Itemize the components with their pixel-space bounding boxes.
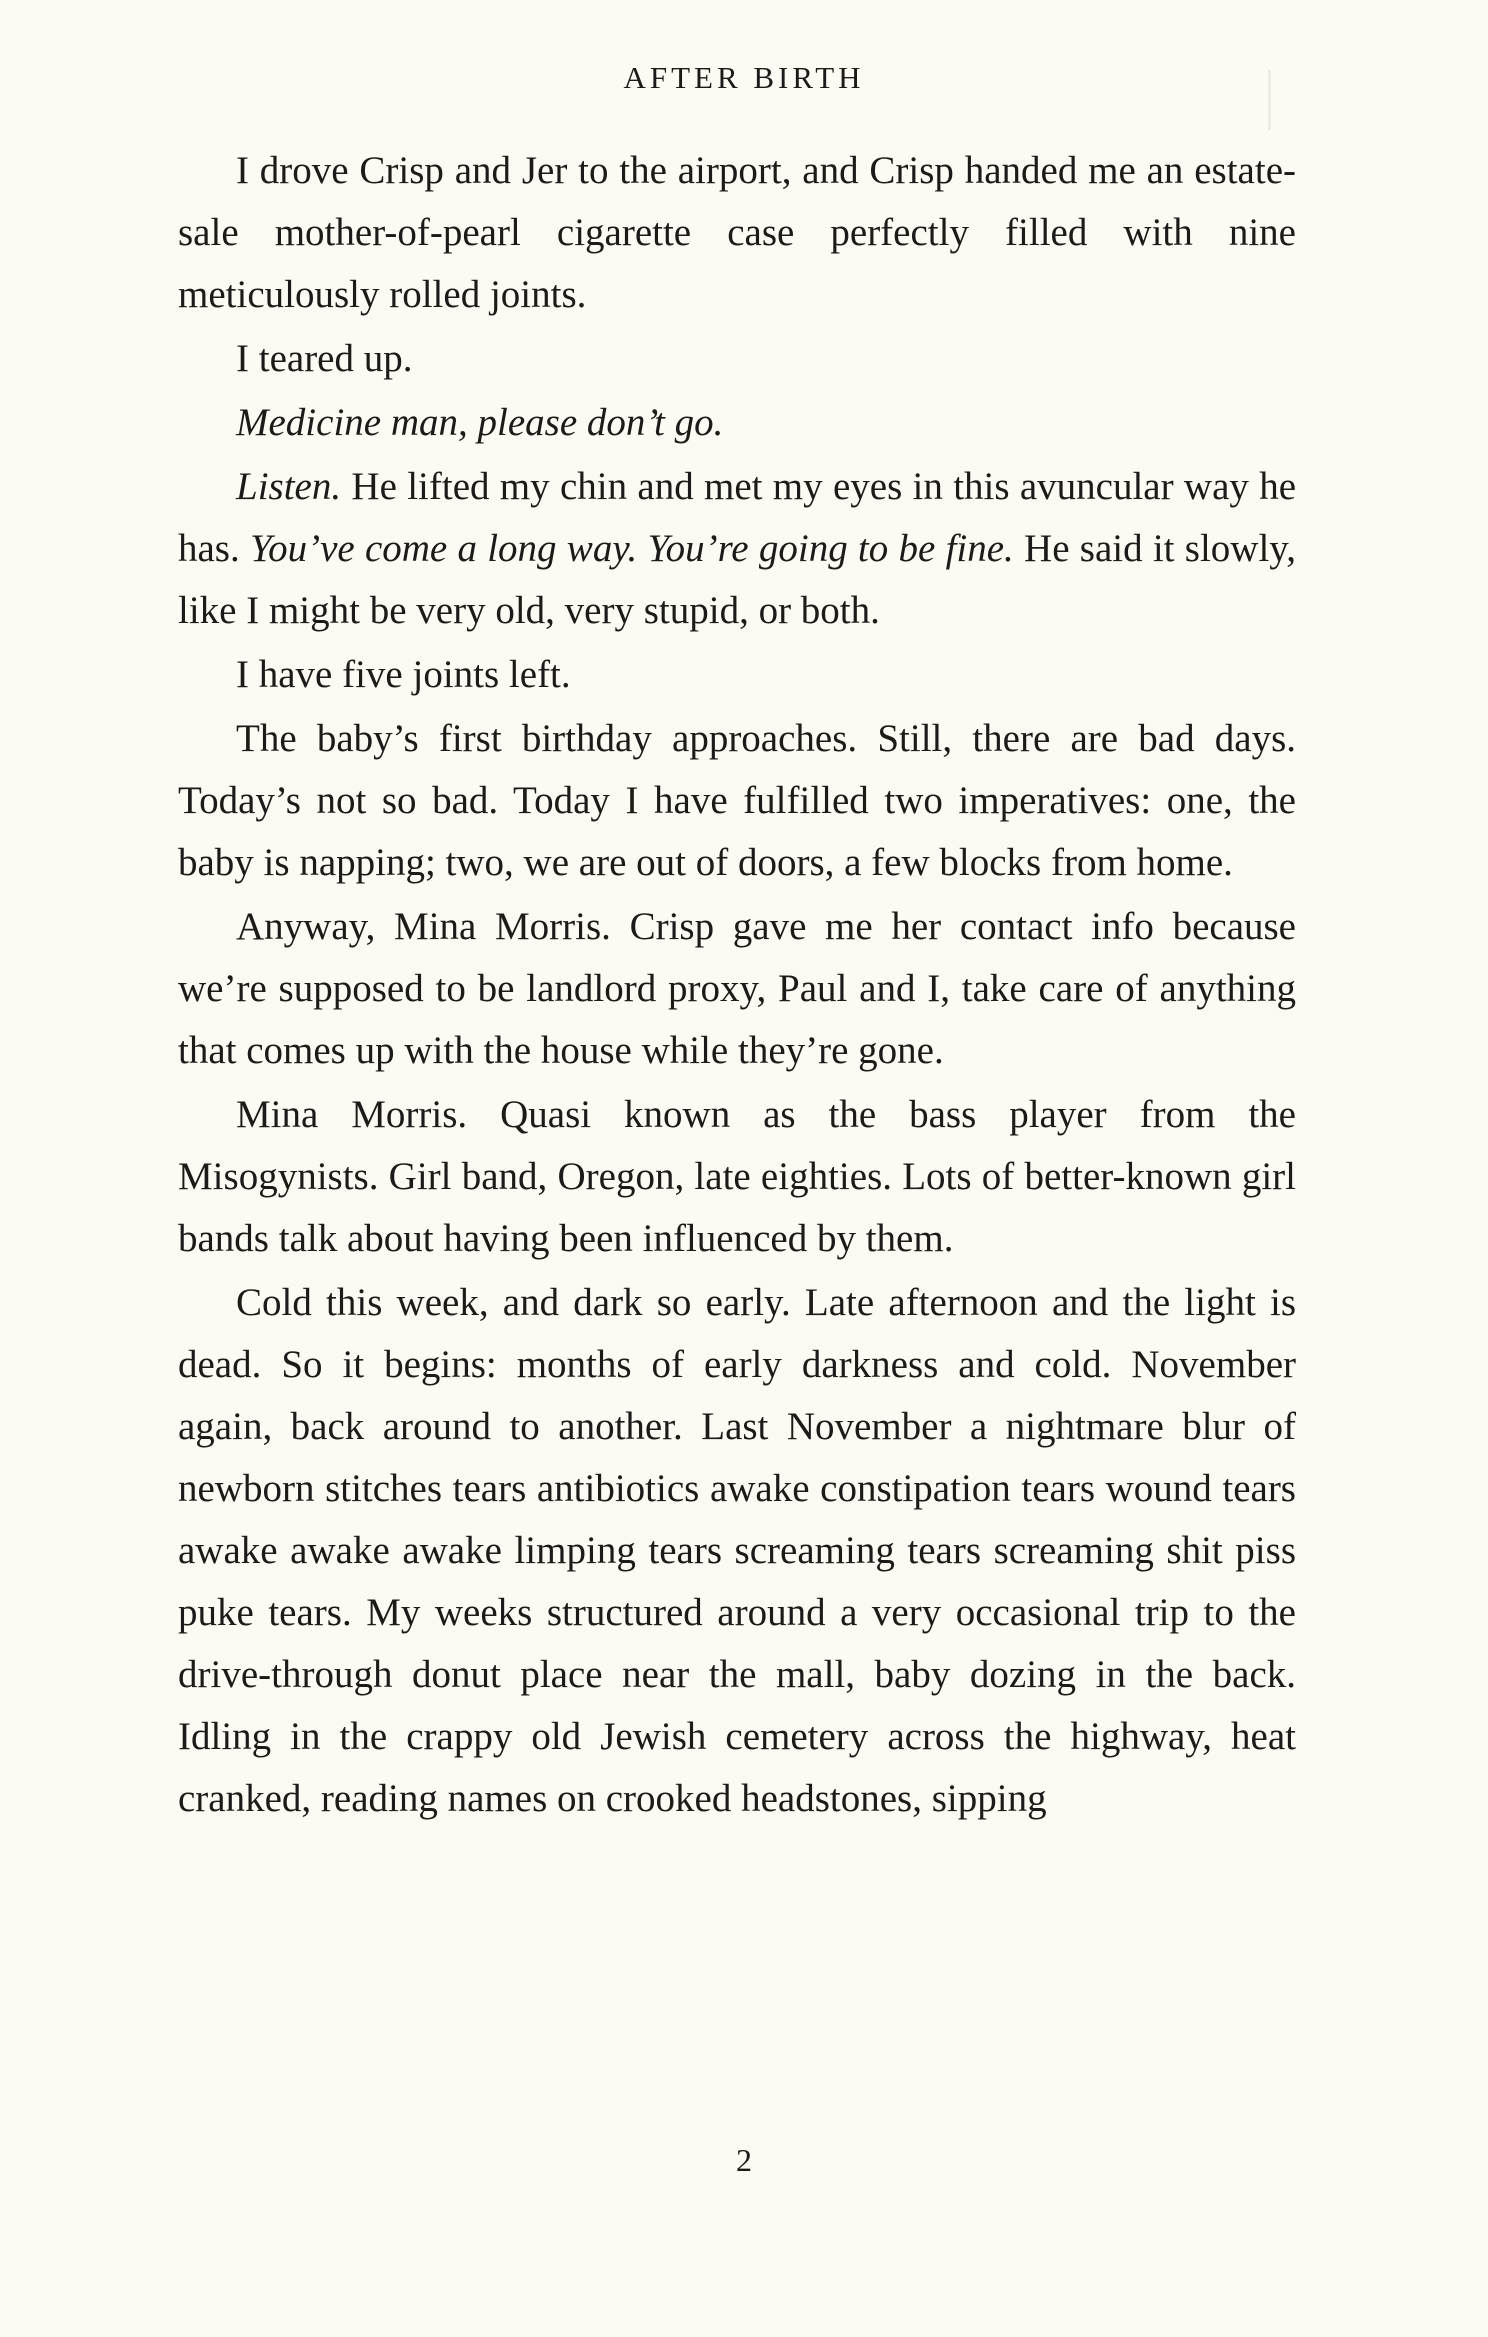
paragraph-1: I drove Crisp and Jer to the airport, and Crisp handed me an estate-sale mother-of-pearl cigarette case perfectly filled with nine meticulously rolled joints. xyxy=(178,149,1296,316)
paragraph-7: Anyway, Mina Morris. Crisp gave me her contact info because we’re supposed to be landlord proxy, Paul and I, take care of anything that comes up with the house while they’re gone. xyxy=(178,905,1296,1072)
body-text xyxy=(178,140,1296,1832)
paragraph-5: I have five joints left. xyxy=(236,653,571,696)
running-head: AFTER BIRTH xyxy=(623,60,865,95)
paragraph-6: The baby’s first birthday approaches. Still, there are bad days. Today’s not so bad. Today I have fulfilled two imperatives: one, the baby is napping; two, we are out of doors, a few blocks from home. xyxy=(178,717,1296,884)
italic-quote: Medicine man, please don’t go. xyxy=(236,401,724,444)
paragraph-8: Mina Morris. Quasi known as the bass player from the Misogynists. Girl band, Oregon, late eighties. Lots of better-known girl bands talk about having been influenced by them. xyxy=(178,1093,1296,1260)
paragraph-2: I teared up. xyxy=(236,337,413,380)
paragraph-4 xyxy=(178,456,1296,642)
paragraph-4-text-b: He said it slowly, like I might be very old, very stupid, or both. xyxy=(178,527,1296,632)
italic-quote: You’ve come a long way. You’re going to be fine. xyxy=(249,527,1014,570)
italic-word: Listen. xyxy=(236,465,342,508)
paragraph-4-text-a: He lifted my chin and met my eyes in this avuncular way he has. xyxy=(178,465,1296,570)
paragraph-9: Cold this week, and dark so early. Late afternoon and the light is dead. So it begins: months of early darkness and cold. November again, back around to another. Last November a nightmare blur of newborn stitches tears antibiotics awake constipation tears wound tears awake awake awake limping tears screaming tears screaming shit piss puke tears. My weeks structured around a very occasional trip to the drive-through donut place near the mall, baby dozing in the back. Idling in the crappy old Jewish cemetery across the highway, heat cranked, reading names on crooked headstones, sipping xyxy=(178,1281,1296,1820)
page-number: 2 xyxy=(736,2142,752,2178)
paragraph-3 xyxy=(178,392,1296,454)
